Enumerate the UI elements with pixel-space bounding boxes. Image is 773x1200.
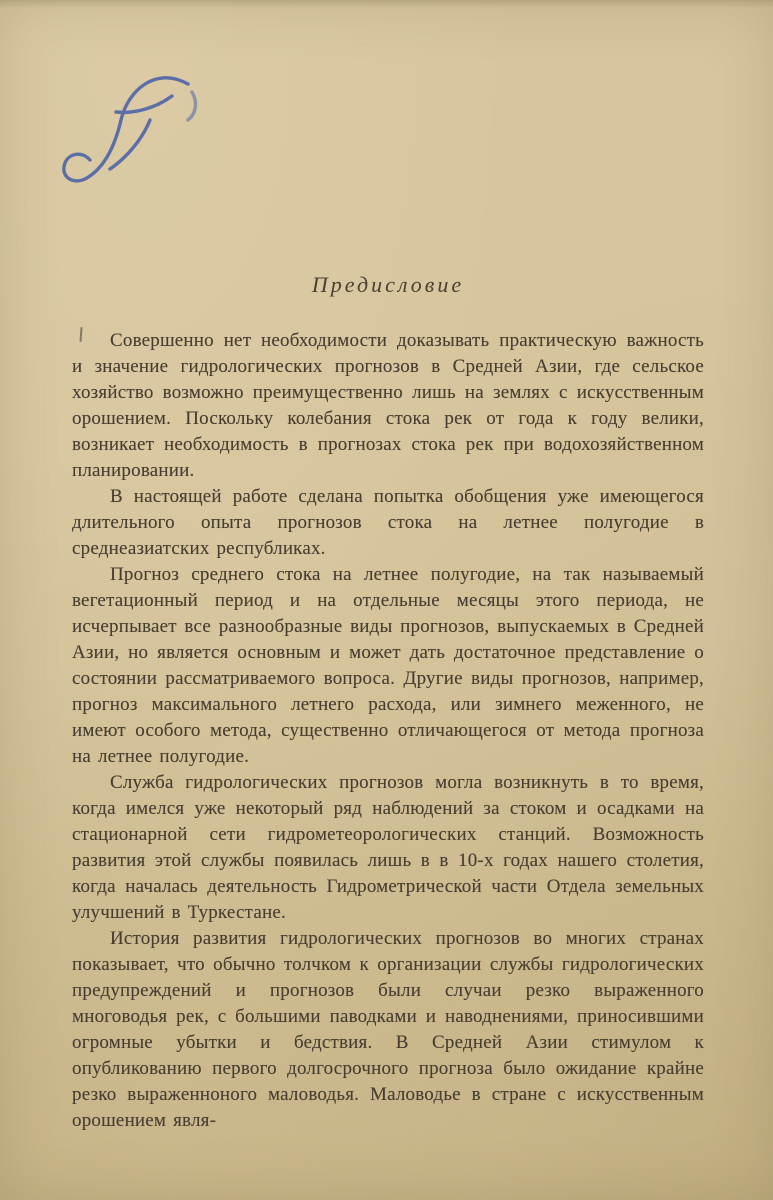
page-title: Предисловие bbox=[311, 272, 465, 297]
paragraph-4: Служба гидрологических прогнозов могла возникнуть в то время, когда имелся уже некоторый ряд наблюдений за стоком и осадками на стационарной сети гидрометеорологических станций. Возможность развития этой службы появилась лишь в в 10-х годах нашего столетия, когда началась деятельность Гидрометрической части Отдела земельных улучшений в Туркестане. bbox=[72, 772, 704, 923]
paragraph-3: Прогноз среднего стока на летнее полугодие, на так называемый вегетационный период и на отдельные месяцы этого периода, не исчерпывает все разнообразные виды прогнозов, выпускаемых в Средней Азии, но является основным и может дать достаточное представление о состоянии рассматриваемого вопроса. Другие виды прогнозов, например, прогноз максимального летнего расхода, или зимнего меженного, не имеют особого метода, существенно отличающегося от метода прогноза на летнее полугодие. bbox=[72, 564, 704, 767]
handwritten-ink-mark bbox=[52, 62, 222, 197]
paragraph-5: История развития гидрологических прогнозов во многих странах показывает, что обычно толчком к организации службы гидрологических предупреждений и прогнозов были случаи резко выраженного многоводья рек, с большими паводками и наводнениями, приносившими огромные убытки и бедствия. В Средней Азии стимулом к опубликованию первого долгосрочного прогноза было ожидание крайне резко выраженноного маловодья. Маловодье в стране с искусственным орошением явля- bbox=[72, 928, 704, 1131]
text-block bbox=[72, 272, 704, 1134]
paragraph-1: Совершенно нет необходимости доказывать практическую важность и значение гидрологических прогнозов в Средней Азии, где сельское хозяйство возможно преимущественно лишь на землях с искусственным орошением. Поскольку колебания стока рек от года к году велики, возникает необходимость в прогнозах стока рек при водохозяйственном планировании. bbox=[72, 330, 704, 481]
paragraph-2: В настоящей работе сделана попытка обобщения уже имеющегося длительного опыта прогнозов стока на летнее полугодие в среднеазиатских республиках. bbox=[72, 486, 704, 559]
